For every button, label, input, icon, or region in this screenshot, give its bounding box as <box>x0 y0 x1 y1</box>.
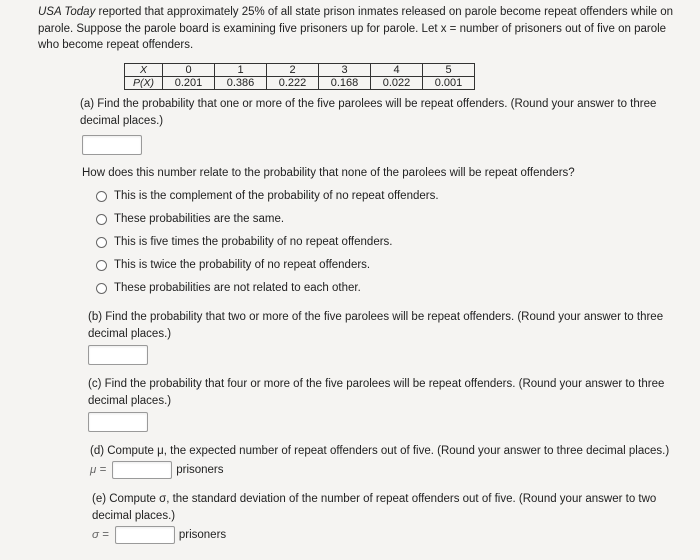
part-d-question: (d) Compute μ, the expected number of repeat offenders out of five. (Round your answer to three decimal places.) <box>90 445 670 457</box>
part-a-answer-input[interactable] <box>82 135 142 155</box>
part-c-answer-input[interactable] <box>88 412 148 432</box>
problem-intro <box>38 4 688 54</box>
option-complement[interactable] <box>96 185 439 208</box>
p-value: 0.201 <box>163 77 215 90</box>
x-row <box>125 64 475 77</box>
part-d-unit: prisoners <box>176 463 224 476</box>
part-b-answer-input[interactable] <box>88 345 148 365</box>
option-label: These probabilities are the same. <box>114 213 285 226</box>
option-label: These probabilities are not related to each other. <box>114 282 361 295</box>
part-a-question: (a) Find the probability that one or more of the five parolees will be repeat offenders. (Round your answer to three decimal places.) <box>80 98 657 127</box>
mu-symbol: μ = <box>90 463 107 476</box>
x-value: 3 <box>319 64 371 77</box>
p-row <box>125 77 475 90</box>
sigma-symbol: σ = <box>92 528 109 541</box>
probability-distribution-table <box>124 63 475 90</box>
part-c-question: (c) Find the probability that four or more of the five parolees will be repeat offenders. (Round your answer to three decimal places.) <box>88 378 665 407</box>
option-label: This is five times the probability of no repeat offenders. <box>114 236 393 249</box>
x-value: 5 <box>423 64 475 77</box>
p-value: 0.001 <box>423 77 475 90</box>
option-five-times[interactable] <box>96 231 439 254</box>
option-not-related[interactable] <box>96 277 439 300</box>
intro-text: reported that approximately 25% of all state prison inmates released on parole become repeat offenders while on parole. Suppose the parole board is examining five prisoners up for parole. Let x = number of prisoners out of five on parole who become repeat offenders. <box>38 6 674 52</box>
x-value: 0 <box>163 64 215 77</box>
p-value: 0.022 <box>371 77 423 90</box>
part-b-question: (b) Find the probability that two or more of the five parolees will be repeat offenders. (Round your answer to three decimal places.) <box>88 311 664 340</box>
option-twice[interactable] <box>96 254 439 277</box>
p-value: 0.222 <box>267 77 319 90</box>
radio-button[interactable] <box>96 283 107 294</box>
p-value: 0.386 <box>215 77 267 90</box>
part-e-answer-row <box>92 526 226 544</box>
part-e-unit: prisoners <box>178 528 227 541</box>
radio-button[interactable] <box>96 214 107 225</box>
x-value: 4 <box>371 64 423 77</box>
option-same[interactable] <box>96 208 439 231</box>
part-a-options <box>96 185 439 300</box>
p-value: 0.168 <box>319 77 371 90</box>
option-label: This is the complement of the probability of no repeat offenders. <box>114 190 439 203</box>
part-a-follow-up: How does this number relate to the probability that none of the parolees will be repeat offenders? <box>82 167 575 179</box>
part-e-question: (e) Compute σ, the standard deviation of the number of repeat offenders out of five. (Round your answer to two decimal places.) <box>92 493 657 522</box>
radio-button[interactable] <box>96 191 107 202</box>
x-value: 2 <box>267 64 319 77</box>
part-d-answer-row <box>90 461 224 479</box>
p-label: P(X) <box>125 77 163 90</box>
x-value: 1 <box>215 64 267 77</box>
part-e-answer-input[interactable] <box>115 526 175 544</box>
source-name: USA Today <box>38 6 96 18</box>
option-label: This is twice the probability of no repeat offenders. <box>114 259 371 272</box>
x-label: X <box>125 64 163 77</box>
radio-button[interactable] <box>96 260 107 271</box>
radio-button[interactable] <box>96 237 107 248</box>
part-d-answer-input[interactable] <box>112 461 172 479</box>
